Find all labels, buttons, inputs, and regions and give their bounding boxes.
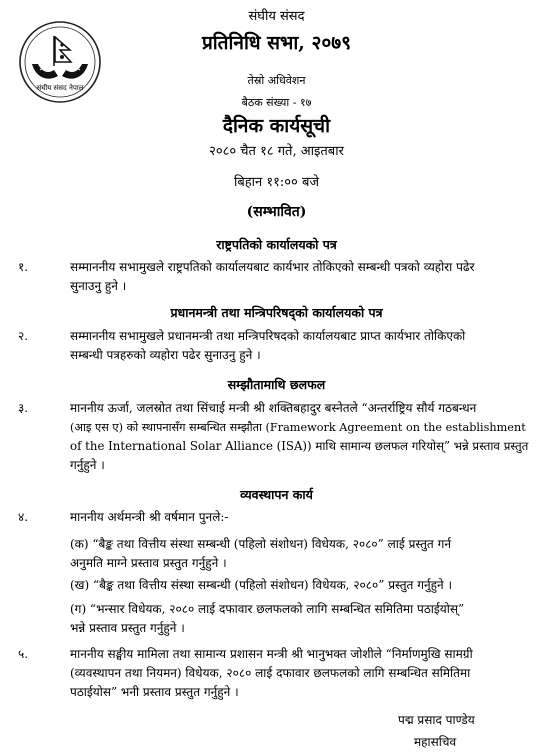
agenda-date: २०८० चैत १८ गते, आइतबार — [209, 144, 344, 159]
item-text: गर्नुहुने । — [70, 458, 105, 472]
section-heading: सम्झौतामाथि छलफल — [227, 377, 326, 392]
signatory-name: पद्म प्रसाद पाण्डेय — [398, 713, 475, 727]
agenda-status: (सम्भावित) — [246, 204, 307, 220]
item-text: of the International Solar Alliance (ISA)) माथि सामान्य छलफल गरियोस्” भन्ने प्रस्ताव प्रस्तुत — [70, 439, 529, 453]
item-text: पठाईयोस” भनी प्रस्ताव प्रस्तुत गर्नुहुने । — [70, 685, 239, 699]
item-number: ३. — [18, 401, 29, 415]
sub-item-text: (ग) “भन्सार विधेयक, २०८० लाई दफावार छलफलको लागि सम्बन्धित समितिमा पठाईयोस्” — [70, 602, 465, 616]
house-name: प्रतिनिधि सभा, २०७९ — [201, 32, 352, 54]
meeting-number: बैठक संख्या - १७ — [241, 96, 312, 109]
item-text: सुनाउनु हुने । — [70, 279, 127, 293]
item-text: माननीय ऊर्जा, जलस्रोत तथा सिंचाई मन्त्री श्री शक्तिबहादुर बस्नेतले “अन्तर्राष्ट्रिय सौर्य गठबन्धन — [70, 401, 477, 415]
item-number: १. — [18, 260, 29, 274]
sub-item-text: (क) “बैङ्क तथा वित्तीय संस्था सम्बन्धी (पहिलो संशोधन) विधेयक, २०८०” लाई प्रस्तुत गर्न — [70, 537, 451, 551]
logo-text: संघीय संसद नेपाल — [36, 84, 84, 92]
item-text: (आइ एस ए) को स्थापनासँग सम्बन्धित सम्झौता (Framework Agreement on the establishment — [70, 421, 526, 434]
item-text: (व्यवस्थापन तथा नियमन) विधेयक, २०८० लाई दफावार छलफलको लागि सम्बन्धित समितिमा — [70, 666, 471, 680]
item-text: सम्माननीय सभामुखले प्रधानमन्त्री तथा मन्त्रिपरिषदको कार्यालयबाट प्राप्त कार्यभार तोकिएको — [70, 329, 466, 343]
item-text: माननीय अर्थमन्त्री श्री वर्षमान पुनले:- — [70, 510, 229, 524]
item-text: माननीय सङ्घीय मामिला तथा सामान्य प्रशासन मन्त्री श्री भानुभक्त जोशीले “निर्माणमुखि सामग्री — [70, 647, 473, 661]
item-text: सम्माननीय सभामुखले राष्ट्रपतिको कार्यालयबाट कार्यभार तोकिएको सम्बन्धी पत्रको व्यहोरा पढेर — [70, 260, 475, 274]
section-heading: प्रधानमन्त्री तथा मन्त्रिपरिषद्को कार्यालयको पत्र — [170, 305, 383, 320]
agenda-time: बिहान ११:०० बजे — [233, 175, 320, 190]
org-name: संघीय संसद — [248, 9, 305, 24]
sub-item-text: अनुमति माग्ने प्रस्ताव प्रस्तुत गर्नुहुने । — [70, 556, 227, 570]
sub-item-text: (ख) “बैङ्क तथा वित्तीय संस्था सम्बन्धी (पहिलो संशोधन) विधेयक, २०८०” प्रस्तुत गर्नुहुने । — [70, 578, 453, 592]
sub-item-text: भन्ने प्रस्ताव प्रस्तुत गर्नुहुने । — [70, 621, 185, 635]
item-number: ५. — [18, 647, 29, 661]
signatory-title: महासचिव — [414, 735, 457, 749]
section-heading: व्यवस्थापन कार्य — [240, 487, 313, 502]
item-number: २. — [18, 329, 29, 343]
session: तेस्रो अधिवेशन — [247, 74, 306, 87]
item-text: सम्बन्धी पत्रहरुको व्यहोरा पढेर सुनाउनु हुने । — [70, 348, 261, 362]
page-title: दैनिक कार्यसूची — [222, 115, 331, 137]
section-heading: राष्ट्रपतिको कार्यालयको पत्र — [216, 237, 337, 252]
item-number: ४. — [18, 510, 29, 524]
